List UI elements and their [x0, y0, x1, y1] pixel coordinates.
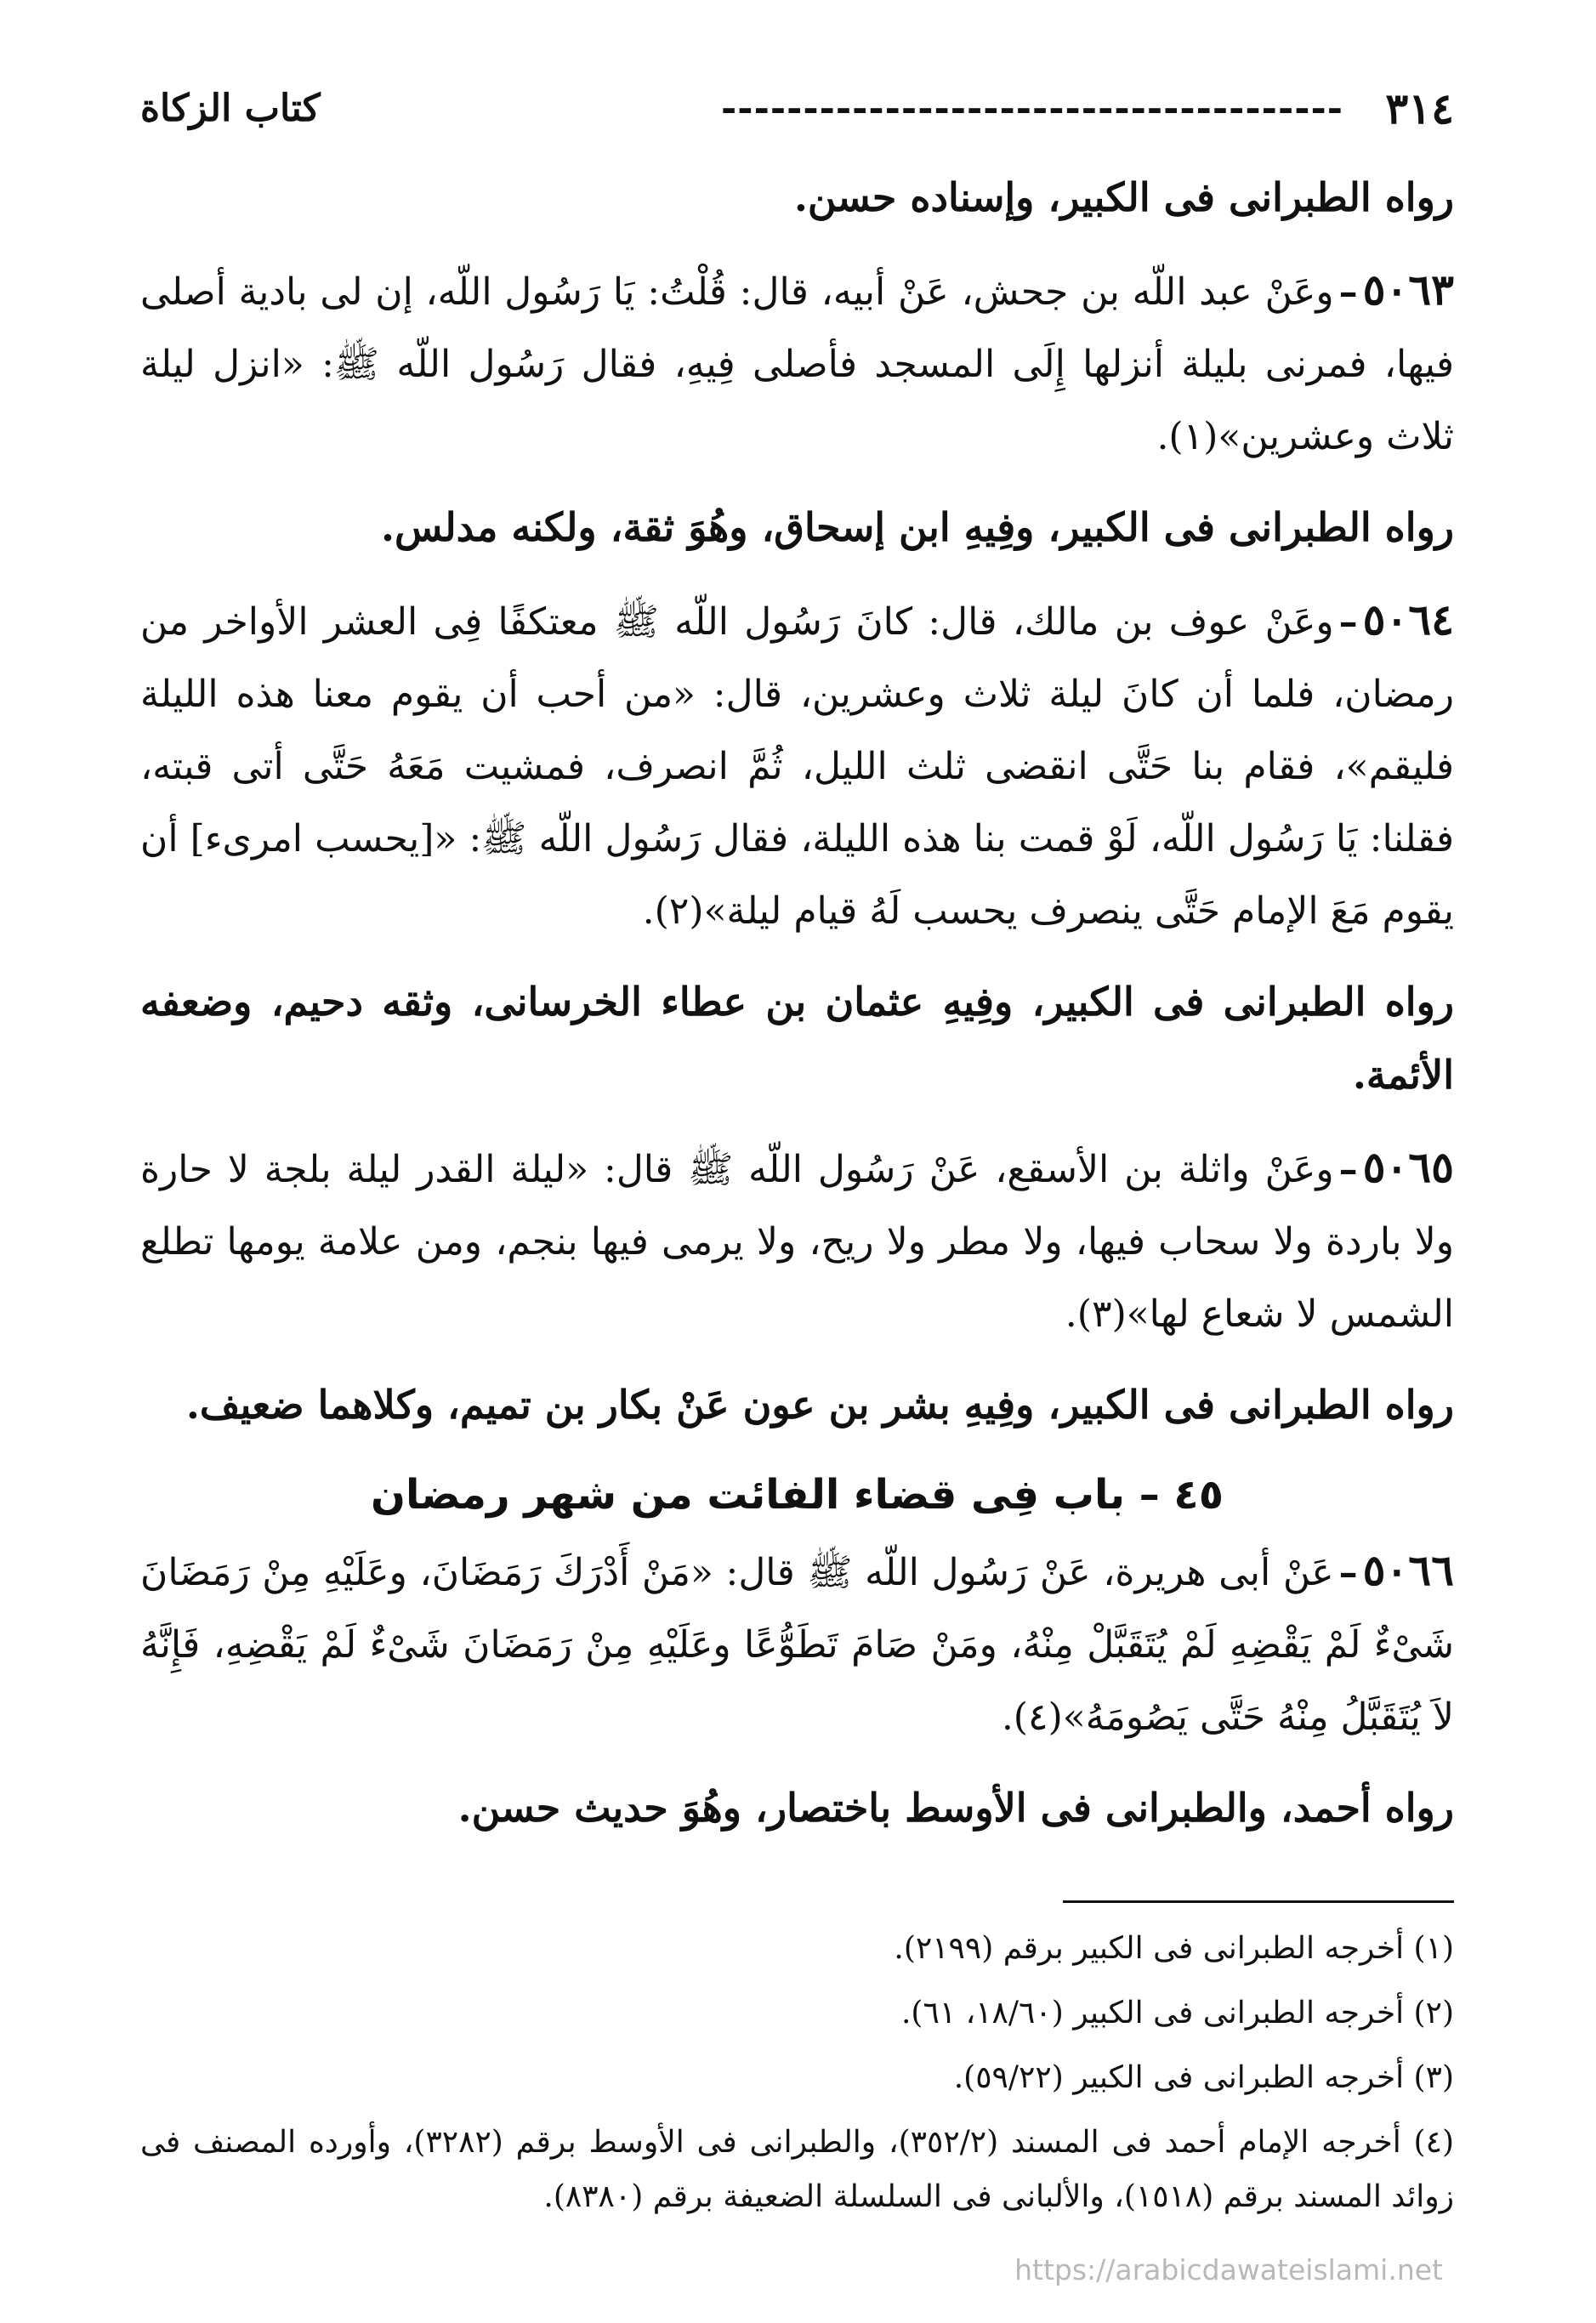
source-note: رواه الطبرانى فى الكبير، وإسناده حسن.: [793, 174, 1454, 220]
hadith-paragraph: [140, 583, 1454, 947]
hadith-dash: –: [1338, 1148, 1358, 1191]
hadith-dash: –: [1338, 270, 1358, 314]
footnote: (٣) أخرجه الطبرانى فى الكبير (٥٩/٢٢).: [953, 2060, 1454, 2095]
hadith-number: ٥٠٦٦: [1362, 1545, 1454, 1595]
hadith-text: وعَنْ عبد اللّه بن جحش، عَنْ أبيه، قال: قُلْتُ: يَا رَسُول اللّه، إن لى بادية أصلى فيها، فمرنى بليلة أنزلها إِلَى المسجد فأصلى فِيهِ، فقال رَسُول اللّه ﷺ: «انزل ليلة ثلاث وعشرين»(١).: [140, 270, 1454, 458]
hadith-paragraph: [140, 1131, 1454, 1350]
main-text: [140, 162, 1454, 1864]
footnotes: [140, 1918, 1454, 2235]
watermark-url: https://arabicdawateislami.net: [1014, 2253, 1443, 2286]
source-note: رواه أحمد، والطبرانى فى الأوسط باختصار، وهُوَ حديث حسن.: [457, 1785, 1454, 1831]
hadith-number: ٥٠٦٤: [1362, 594, 1454, 645]
hadith-number: ٥٠٦٥: [1362, 1142, 1454, 1192]
hadith-text: عَنْ أبى هريرة، عَنْ رَسُول اللّه ﷺ قال: «مَنْ أَدْرَكَ رَمَضَانَ، وعَلَيْهِ مِنْ رَمَضَانَ شَىْءٌ لَمْ يَقْضِهِ لَمْ يُتَقَبَّلْ مِنْهُ، ومَنْ صَامَ تَطَوُّعًا وعَلَيْهِ مِنْ رَمَضَانَ شَىْءٌ لَمْ يَقْضِهِ، فَإِنَّهُ لاَ يُتَقَبَّلُ مِنْهُ حَتَّى يَصُومَهُ»(٤).: [140, 1551, 1454, 1739]
source-note: رواه الطبرانى فى الكبير، وفِيهِ ابن إسحاق، وهُوَ ثقة، ولكنه مدلس.: [380, 504, 1454, 550]
hadith-paragraph: [140, 253, 1454, 473]
hadith-dash: –: [1338, 1551, 1358, 1594]
footnote: (١) أخرجه الطبرانى فى الكبير برقم (٢١٩٩).: [894, 1931, 1454, 1966]
hadith-dash: –: [1338, 600, 1358, 644]
hadith-text: وعَنْ واثلة بن الأسقع، عَنْ رَسُول اللّه ﷺ قال: «ليلة القدر ليلة بلجة لا حارة ولا باردة ولا سحاب فيها، ولا مطر ولا ريح، ولا يرمى فيها بنجم، ومن علامة يومها تطلع الشمس لا شعاع لها»(٣).: [140, 1148, 1454, 1336]
footnote: (٤) أخرجه الإمام أحمد فى المسند (٣٥٢/٢)، والطبرانى فى الأوسط برقم (٣٢٨٢)، وأورده المصنف فى زوائد المسند برقم (١٥١٨)، والألبانى فى السلسلة الضعيفة برقم (٨٣٨٠).: [140, 2125, 1454, 2214]
hadith-paragraph: [140, 1534, 1454, 1753]
footnote: (٢) أخرجه الطبرانى فى الكبير (١٨/٦٠، ٦١).: [900, 1996, 1454, 2030]
chapter-heading: ٤٥ – باب فِى قضاء الفائت من شهر رمضان: [370, 1471, 1224, 1519]
source-note: رواه الطبرانى فى الكبير، وفِيهِ بشر بن عون عَنْ بكار بن تميم، وكلاهما ضعيف.: [185, 1382, 1454, 1428]
hadith-text: وعَنْ عوف بن مالك، قال: كانَ رَسُول اللّه ﷺ معتكفًا فِى العشر الأواخر من رمضان، فلما أن كانَ ليلة ثلاث وعشرين، قال: «من أحب أن يقوم معنا هذه الليلة فليقم»، فقام بنا حَتَّى انقضى ثلث الليل، ثُمَّ انصرف، فمشيت مَعَهُ حَتَّى أتى قبته، فقلنا: يَا رَسُول اللّه، لَوْ قمت بنا هذه الليلة، فقال رَسُول اللّه ﷺ: «[يحسب امرىء] أن يقوم مَعَ الإمام حَتَّى ينصرف يحسب لَهُ قيام ليلة»(٢).: [140, 600, 1454, 933]
footnote-divider: [1063, 1900, 1454, 1903]
page-header: [140, 75, 1454, 143]
book-title: كتاب الزكاة: [140, 87, 321, 130]
header-rule: --------------------------------------: [721, 87, 1343, 130]
page-number: ٣١٤: [1385, 83, 1454, 133]
hadith-number: ٥٠٦٣: [1362, 264, 1454, 315]
source-note: رواه الطبرانى فى الكبير، وفِيهِ عثمان بن عطاء الخرسانى، وثقه دحيم، وضعفه الأئمة.: [140, 979, 1454, 1098]
